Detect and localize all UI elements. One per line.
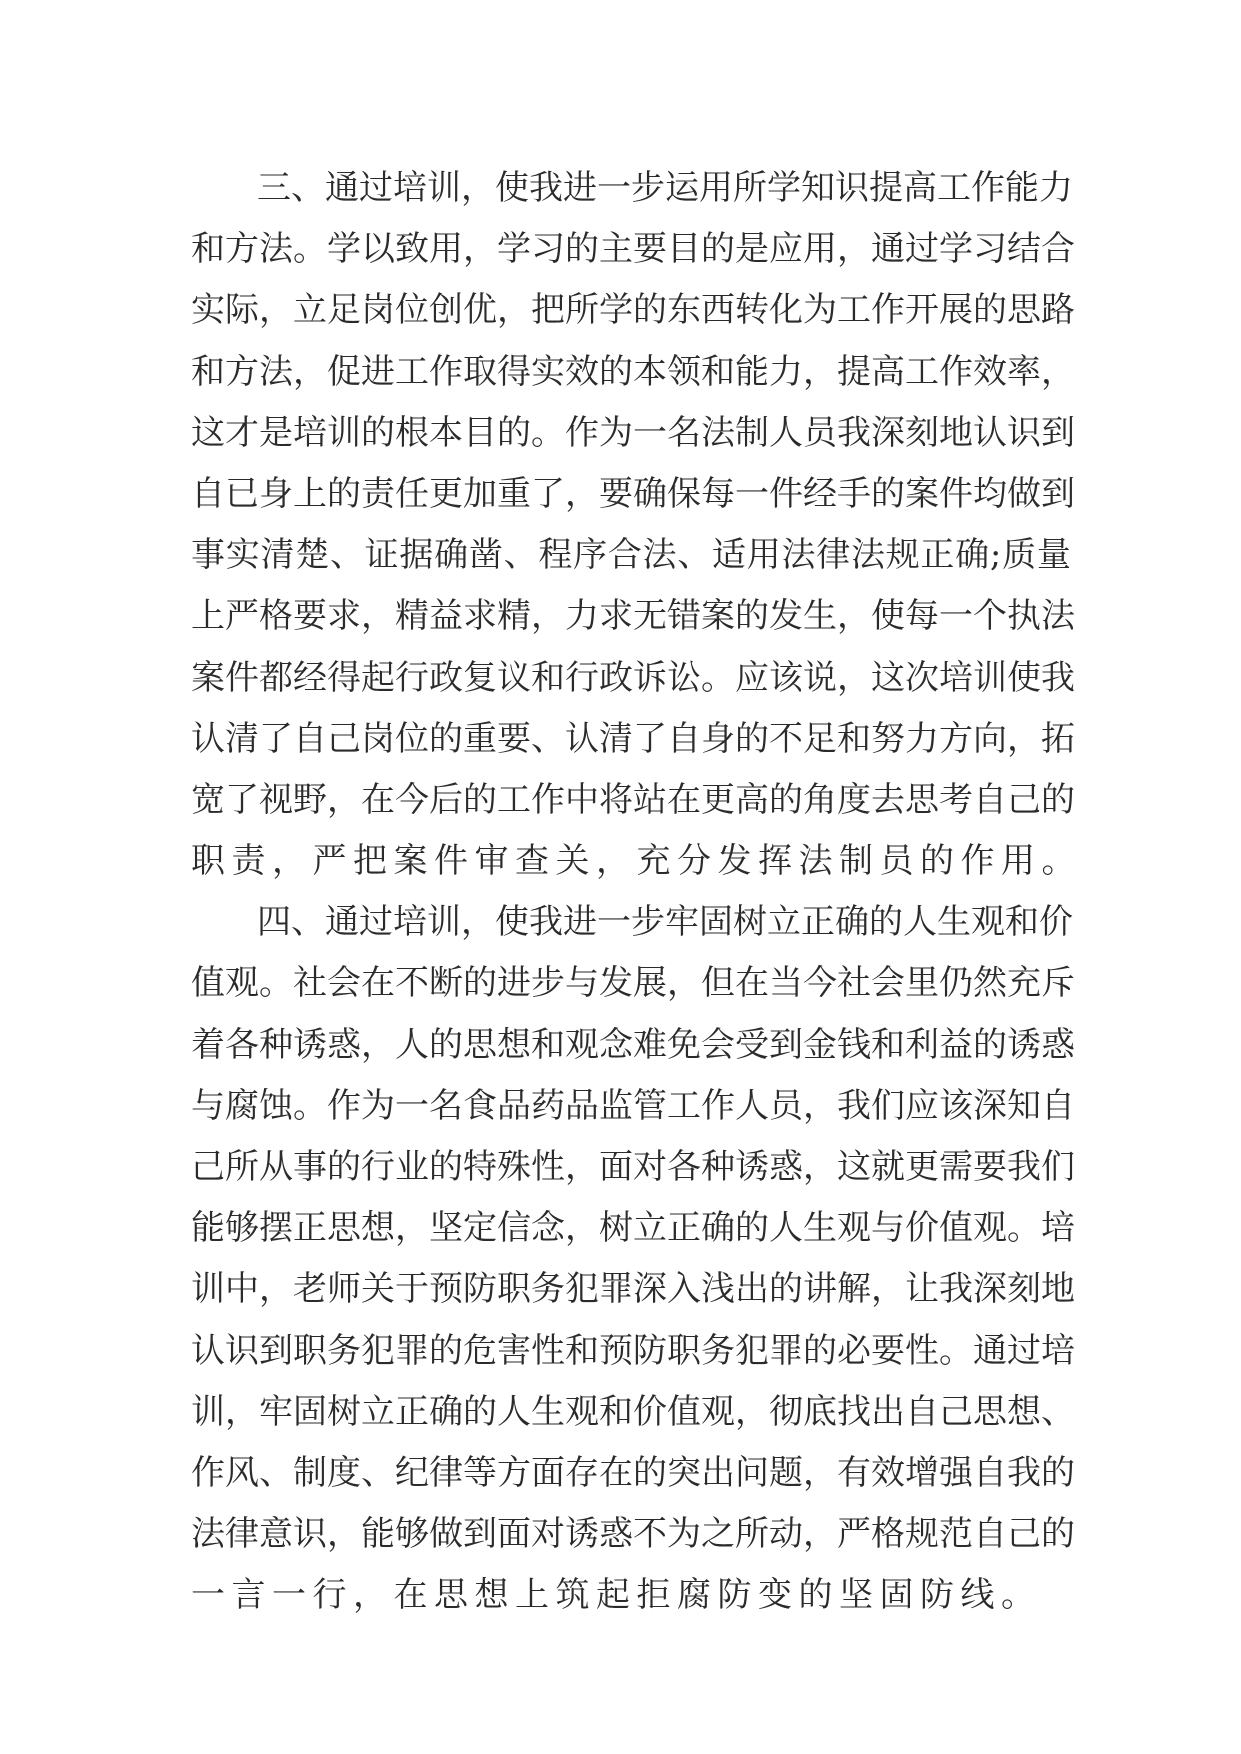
- paragraph-line: 认 识 到 职 务 犯 罪 的 危 害 性 和 预 防 职 务 犯 罪 的 必 要 性 。 通 过 培: [191, 1330, 1075, 1371]
- paragraph-line: 实 际 ， 立 足 岗 位 创 优 ， 把 所 学 的 东 西 转 化 为 工 作 开 展 的 思 路: [191, 290, 1075, 331]
- paragraph-line: 作 风 、 制 度 、 纪 律 等 方 面 存 在 的 突 出 问 题 ， 有 效 增 强 自 我 的: [191, 1452, 1075, 1493]
- paragraph-training-values: [191, 892, 1075, 1626]
- paragraph-line: 职责，严把案件审查关，充分发挥法制员的作用。: [191, 841, 1082, 882]
- paragraph-line: 这 才 是 培 训 的 根 本 目 的 。 作 为 一 名 法 制 人 员 我 深 刻 地 认 识 到: [191, 412, 1075, 453]
- document-body: [191, 158, 1082, 1627]
- paragraph-line: 案 件 都 经 得 起 行 政 复 议 和 行 政 诉 讼 。 应 该 说 ， 这 次 培 训 使 我: [191, 657, 1075, 698]
- paragraph-line: 认 清 了 自 己 岗 位 的 重 要 、 认 清 了 自 身 的 不 足 和 努 力 方 向 ， 拓: [191, 718, 1075, 759]
- paragraph-line: 事 实 清 楚 、 证 据 确 凿 、 程 序 合 法 、 适 用 法 律 法 规 正 确 ; 质 量: [191, 535, 1071, 576]
- paragraph-line: 自 已 身 上 的 责 任 更 加 重 了 ， 要 确 保 每 一 件 经 手 的 案 件 均 做 到: [191, 473, 1075, 514]
- paragraph-line: 与 腐 蚀 。 作 为 一 名 食 品 药 品 监 管 工 作 人 员 ， 我 们 应 该 深 知 自: [191, 1085, 1075, 1126]
- paragraph-line: 和 方 法 。 学 以 致 用 ， 学 习 的 主 要 目 的 是 应 用 ， 通 过 学 习 结 合: [191, 229, 1075, 270]
- paragraph-training-ability: [191, 158, 1082, 892]
- paragraph-line: 着 各 种 诱 惑 ， 人 的 思 想 和 观 念 难 免 会 受 到 金 钱 和 利 益 的 诱 惑: [191, 1024, 1075, 1065]
- paragraph-line: 上 严 格 要 求 ， 精 益 求 精 ， 力 求 无 错 案 的 发 生 ， 使 每 一 个 执 法: [191, 596, 1075, 637]
- paragraph-line: 法 律 意 识 ， 能 够 做 到 面 对 诱 惑 不 为 之 所 动 ， 严 格 规 范 自 己 的: [191, 1514, 1075, 1555]
- paragraph-line: 三 、 通 过 培 训 ， 使 我 进 一 步 运 用 所 学 知 识 提 高 工 作 能 力: [257, 168, 1073, 208]
- paragraph-line: 训 中 ， 老 师 关 于 预 防 职 务 犯 罪 深 入 浅 出 的 讲 解 ， 让 我 深 刻 地: [191, 1269, 1075, 1310]
- paragraph-line: 四 、 通 过 培 训 ， 使 我 进 一 步 牢 固 树 立 正 确 的 人 生 观 和 价: [257, 902, 1073, 943]
- paragraph-line: 一言一行，在思想上筑起拒腐防变的坚固防线。: [191, 1575, 1042, 1616]
- paragraph-line: 宽 了 视 野 ， 在 今 后 的 工 作 中 将 站 在 更 高 的 角 度 去 思 考 自 己 的: [191, 779, 1075, 820]
- paragraph-line: 能 够 摆 正 思 想 ， 坚 定 信 念 ， 树 立 正 确 的 人 生 观 与 价 值 观 。 培: [191, 1208, 1075, 1249]
- paragraph-line: 训 ， 牢 固 树 立 正 确 的 人 生 观 和 价 值 观 ， 彻 底 找 出 自 己 思 想 、: [191, 1391, 1075, 1432]
- paragraph-line: 值 观 。 社 会 在 不 断 的 进 步 与 发 展 ， 但 在 当 今 社 会 里 仍 然 充 斥: [191, 963, 1075, 1004]
- paragraph-line: 己 所 从 事 的 行 业 的 特 殊 性 ， 面 对 各 种 诱 惑 ， 这 就 更 需 要 我 们: [191, 1147, 1075, 1187]
- paragraph-line: 和 方 法 ， 促 进 工 作 取 得 实 效 的 本 领 和 能 力 ， 提 高 工 作 效 率 ，: [191, 351, 1075, 392]
